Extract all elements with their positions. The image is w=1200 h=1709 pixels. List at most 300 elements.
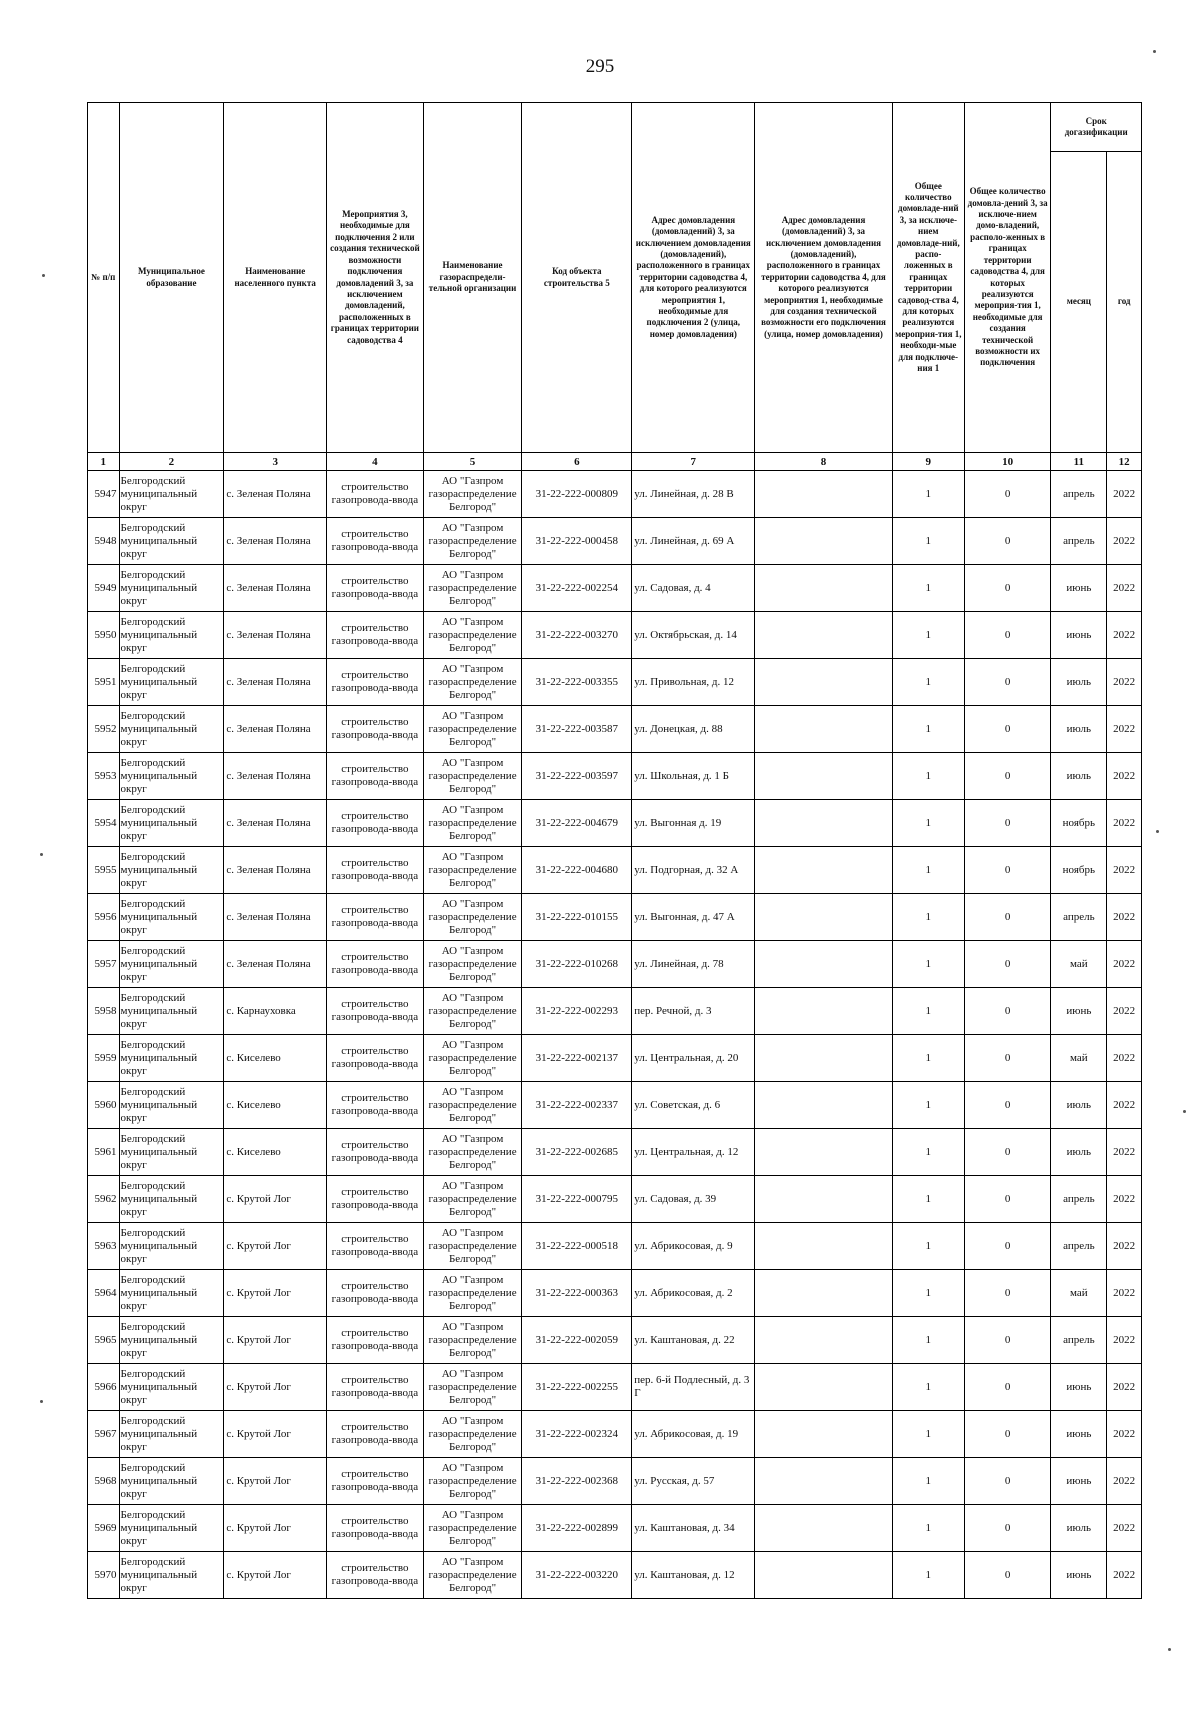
- connection-count-cell: 1: [892, 1458, 964, 1505]
- municipality-cell: Белгородский муниципальный округ: [119, 941, 224, 988]
- year-cell: 2022: [1107, 565, 1142, 612]
- municipality-cell: Белгородский муниципальный округ: [119, 800, 224, 847]
- year-cell: 2022: [1107, 1176, 1142, 1223]
- measure-cell: строительство газопровода-ввода: [327, 1176, 424, 1223]
- month-cell: апрель: [1051, 894, 1107, 941]
- table-body: [88, 471, 1142, 1599]
- connection-count-cell: 1: [892, 1364, 964, 1411]
- object-code-cell: 31-22-222-002059: [522, 1317, 632, 1364]
- measure-cell: строительство газопровода-ввода: [327, 1270, 424, 1317]
- municipality-cell: Белгородский муниципальный округ: [119, 1458, 224, 1505]
- settlement-cell: с. Зеленая Поляна: [224, 565, 327, 612]
- address-cell: ул. Садовая, д. 4: [632, 565, 755, 612]
- year-cell: 2022: [1107, 894, 1142, 941]
- technical-count-cell: 0: [964, 894, 1050, 941]
- object-code-cell: 31-22-222-002368: [522, 1458, 632, 1505]
- year-cell: 2022: [1107, 1317, 1142, 1364]
- organization-cell: АО "Газпром газораспределение Белгород": [423, 659, 522, 706]
- year-cell: 2022: [1107, 1552, 1142, 1599]
- municipality-cell: Белгородский муниципальный округ: [119, 1364, 224, 1411]
- settlement-cell: с. Зеленая Поляна: [224, 941, 327, 988]
- row-number: 5959: [88, 1035, 120, 1082]
- address-cell: ул. Каштановая, д. 34: [632, 1505, 755, 1552]
- settlement-cell: с. Зеленая Поляна: [224, 800, 327, 847]
- technical-count-cell: 0: [964, 518, 1050, 565]
- connection-count-cell: 1: [892, 753, 964, 800]
- object-code-cell: 31-22-222-000518: [522, 1223, 632, 1270]
- scan-speck: [40, 1400, 43, 1403]
- address-cell: ул. Привольная, д. 12: [632, 659, 755, 706]
- month-cell: июль: [1051, 753, 1107, 800]
- column-number: 9: [892, 453, 964, 471]
- measure-cell: строительство газопровода-ввода: [327, 1035, 424, 1082]
- technical-address-cell: [755, 1035, 892, 1082]
- technical-address-cell: [755, 1176, 892, 1223]
- measure-cell: строительство газопровода-ввода: [327, 565, 424, 612]
- technical-address-cell: [755, 1505, 892, 1552]
- organization-cell: АО "Газпром газораспределение Белгород": [423, 753, 522, 800]
- address-cell: ул. Центральная, д. 20: [632, 1035, 755, 1082]
- connection-count-cell: 1: [892, 1317, 964, 1364]
- year-cell: 2022: [1107, 800, 1142, 847]
- technical-count-cell: 0: [964, 1176, 1050, 1223]
- row-number: 5960: [88, 1082, 120, 1129]
- organization-cell: АО "Газпром газораспределение Белгород": [423, 1552, 522, 1599]
- connection-count-cell: 1: [892, 847, 964, 894]
- table-row: [88, 847, 1142, 894]
- address-cell: ул. Садовая, д. 39: [632, 1176, 755, 1223]
- measure-cell: строительство газопровода-ввода: [327, 1505, 424, 1552]
- scan-speck: [1153, 50, 1156, 53]
- municipality-cell: Белгородский муниципальный округ: [119, 565, 224, 612]
- measure-cell: строительство газопровода-ввода: [327, 471, 424, 518]
- address-cell: ул. Русская, д. 57: [632, 1458, 755, 1505]
- column-number: 3: [224, 453, 327, 471]
- month-cell: июль: [1051, 1129, 1107, 1176]
- header-row: [88, 103, 1142, 152]
- table-row: [88, 941, 1142, 988]
- organization-cell: АО "Газпром газораспределение Белгород": [423, 941, 522, 988]
- address-cell: ул. Выгонная д. 19: [632, 800, 755, 847]
- object-code-cell: 31-22-222-010155: [522, 894, 632, 941]
- object-code-cell: 31-22-222-003270: [522, 612, 632, 659]
- technical-count-cell: 0: [964, 659, 1050, 706]
- object-code-cell: 31-22-222-002899: [522, 1505, 632, 1552]
- municipality-cell: Белгородский муниципальный округ: [119, 1411, 224, 1458]
- table-row: [88, 1411, 1142, 1458]
- column-number: 6: [522, 453, 632, 471]
- technical-address-cell: [755, 988, 892, 1035]
- technical-address-cell: [755, 471, 892, 518]
- header-measures: Мероприятия 3, необходимые для подключения 2 или создания технической возможности подключения домовладений 3, за исключением домовладений, расположенных в границах территории садоводства 4: [327, 103, 424, 453]
- connection-count-cell: 1: [892, 1411, 964, 1458]
- technical-count-cell: 0: [964, 988, 1050, 1035]
- year-cell: 2022: [1107, 1035, 1142, 1082]
- header-year: год: [1107, 152, 1142, 453]
- measure-cell: строительство газопровода-ввода: [327, 706, 424, 753]
- settlement-cell: с. Зеленая Поляна: [224, 847, 327, 894]
- month-cell: май: [1051, 1035, 1107, 1082]
- municipality-cell: Белгородский муниципальный округ: [119, 1552, 224, 1599]
- address-cell: ул. Линейная, д. 69 А: [632, 518, 755, 565]
- technical-count-cell: 0: [964, 565, 1050, 612]
- row-number: 5968: [88, 1458, 120, 1505]
- row-number: 5947: [88, 471, 120, 518]
- settlement-cell: с. Крутой Лог: [224, 1317, 327, 1364]
- object-code-cell: 31-22-222-002324: [522, 1411, 632, 1458]
- table-row: [88, 1035, 1142, 1082]
- connection-count-cell: 1: [892, 1035, 964, 1082]
- technical-count-cell: 0: [964, 471, 1050, 518]
- year-cell: 2022: [1107, 471, 1142, 518]
- year-cell: 2022: [1107, 1129, 1142, 1176]
- technical-address-cell: [755, 1270, 892, 1317]
- measure-cell: строительство газопровода-ввода: [327, 1129, 424, 1176]
- settlement-cell: с. Зеленая Поляна: [224, 894, 327, 941]
- organization-cell: АО "Газпром газораспределение Белгород": [423, 1458, 522, 1505]
- technical-address-cell: [755, 1223, 892, 1270]
- organization-cell: АО "Газпром газораспределение Белгород": [423, 1505, 522, 1552]
- column-number: 4: [327, 453, 424, 471]
- technical-count-cell: 0: [964, 1270, 1050, 1317]
- table-row: [88, 1458, 1142, 1505]
- connection-count-cell: 1: [892, 894, 964, 941]
- row-number: 5964: [88, 1270, 120, 1317]
- month-cell: июнь: [1051, 612, 1107, 659]
- table-row: [88, 659, 1142, 706]
- settlement-cell: с. Крутой Лог: [224, 1552, 327, 1599]
- address-cell: ул. Донецкая, д. 88: [632, 706, 755, 753]
- object-code-cell: 31-22-222-003587: [522, 706, 632, 753]
- organization-cell: АО "Газпром газораспределение Белгород": [423, 1223, 522, 1270]
- year-cell: 2022: [1107, 1270, 1142, 1317]
- table-row: [88, 565, 1142, 612]
- column-number: 11: [1051, 453, 1107, 471]
- month-cell: июнь: [1051, 565, 1107, 612]
- table-row: [88, 753, 1142, 800]
- row-number: 5949: [88, 565, 120, 612]
- settlement-cell: с. Крутой Лог: [224, 1223, 327, 1270]
- month-cell: июнь: [1051, 1552, 1107, 1599]
- settlement-cell: с. Зеленая Поляна: [224, 612, 327, 659]
- table-row: [88, 894, 1142, 941]
- column-number: 1: [88, 453, 120, 471]
- technical-address-cell: [755, 1411, 892, 1458]
- settlement-cell: с. Карнауховка: [224, 988, 327, 1035]
- connection-count-cell: 1: [892, 941, 964, 988]
- organization-cell: АО "Газпром газораспределение Белгород": [423, 1082, 522, 1129]
- connection-count-cell: 1: [892, 659, 964, 706]
- technical-count-cell: 0: [964, 1129, 1050, 1176]
- connection-count-cell: 1: [892, 1552, 964, 1599]
- header-object-code: Код объекта строительства 5: [522, 103, 632, 453]
- address-cell: ул. Каштановая, д. 22: [632, 1317, 755, 1364]
- object-code-cell: 31-22-222-002255: [522, 1364, 632, 1411]
- address-cell: ул. Октябрьская, д. 14: [632, 612, 755, 659]
- row-number: 5950: [88, 612, 120, 659]
- organization-cell: АО "Газпром газораспределение Белгород": [423, 1035, 522, 1082]
- measure-cell: строительство газопровода-ввода: [327, 1223, 424, 1270]
- technical-count-cell: 0: [964, 1411, 1050, 1458]
- municipality-cell: Белгородский муниципальный округ: [119, 1082, 224, 1129]
- header-month: месяц: [1051, 152, 1107, 453]
- organization-cell: АО "Газпром газораспределение Белгород": [423, 1129, 522, 1176]
- table-row: [88, 612, 1142, 659]
- address-cell: ул. Советская, д. 6: [632, 1082, 755, 1129]
- month-cell: ноябрь: [1051, 847, 1107, 894]
- row-number: 5954: [88, 800, 120, 847]
- scan-speck: [1183, 1110, 1186, 1113]
- column-number: 8: [755, 453, 892, 471]
- table-row: [88, 1505, 1142, 1552]
- address-cell: ул. Подгорная, д. 32 А: [632, 847, 755, 894]
- header-term: Срок догазификации: [1051, 103, 1142, 152]
- year-cell: 2022: [1107, 706, 1142, 753]
- municipality-cell: Белгородский муниципальный округ: [119, 706, 224, 753]
- connection-count-cell: 1: [892, 706, 964, 753]
- row-number: 5956: [88, 894, 120, 941]
- municipality-cell: Белгородский муниципальный округ: [119, 1035, 224, 1082]
- connection-count-cell: 1: [892, 612, 964, 659]
- organization-cell: АО "Газпром газораспределение Белгород": [423, 894, 522, 941]
- address-cell: ул. Линейная, д. 78: [632, 941, 755, 988]
- row-number: 5963: [88, 1223, 120, 1270]
- year-cell: 2022: [1107, 1505, 1142, 1552]
- row-number: 5953: [88, 753, 120, 800]
- technical-count-cell: 0: [964, 1552, 1050, 1599]
- connection-count-cell: 1: [892, 1223, 964, 1270]
- object-code-cell: 31-22-222-000458: [522, 518, 632, 565]
- technical-address-cell: [755, 847, 892, 894]
- settlement-cell: с. Зеленая Поляна: [224, 753, 327, 800]
- municipality-cell: Белгородский муниципальный округ: [119, 1223, 224, 1270]
- object-code-cell: 31-22-222-002254: [522, 565, 632, 612]
- measure-cell: строительство газопровода-ввода: [327, 894, 424, 941]
- address-cell: ул. Школьная, д. 1 Б: [632, 753, 755, 800]
- table-row: [88, 471, 1142, 518]
- object-code-cell: 31-22-222-000795: [522, 1176, 632, 1223]
- organization-cell: АО "Газпром газораспределение Белгород": [423, 471, 522, 518]
- header-count-technical: Общее количество домовла-дений 3, за исключе-нием домо-владений, располо-женных в границах территории садоводства 4, для которых реализуются мероприя-тия 1, необходимые для создания технической возможности их подключения: [964, 103, 1050, 453]
- address-cell: ул. Абрикосовая, д. 9: [632, 1223, 755, 1270]
- table-row: [88, 1223, 1142, 1270]
- technical-count-cell: 0: [964, 1505, 1050, 1552]
- technical-address-cell: [755, 706, 892, 753]
- technical-address-cell: [755, 1458, 892, 1505]
- column-number: 10: [964, 453, 1050, 471]
- object-code-cell: 31-22-222-003597: [522, 753, 632, 800]
- technical-count-cell: 0: [964, 1082, 1050, 1129]
- connection-count-cell: 1: [892, 1082, 964, 1129]
- connection-count-cell: 1: [892, 518, 964, 565]
- measure-cell: строительство газопровода-ввода: [327, 1317, 424, 1364]
- row-number: 5948: [88, 518, 120, 565]
- connection-count-cell: 1: [892, 1176, 964, 1223]
- column-number: 7: [632, 453, 755, 471]
- table-row: [88, 1317, 1142, 1364]
- month-cell: июль: [1051, 659, 1107, 706]
- object-code-cell: 31-22-222-002337: [522, 1082, 632, 1129]
- month-cell: апрель: [1051, 471, 1107, 518]
- organization-cell: АО "Газпром газораспределение Белгород": [423, 706, 522, 753]
- technical-address-cell: [755, 1552, 892, 1599]
- technical-address-cell: [755, 1082, 892, 1129]
- connection-count-cell: 1: [892, 471, 964, 518]
- organization-cell: АО "Газпром газораспределение Белгород": [423, 800, 522, 847]
- organization-cell: АО "Газпром газораспределение Белгород": [423, 847, 522, 894]
- row-number: 5952: [88, 706, 120, 753]
- object-code-cell: 31-22-222-004679: [522, 800, 632, 847]
- month-cell: июнь: [1051, 1364, 1107, 1411]
- scan-speck: [42, 274, 45, 277]
- year-cell: 2022: [1107, 988, 1142, 1035]
- table-row: [88, 706, 1142, 753]
- settlement-cell: с. Крутой Лог: [224, 1270, 327, 1317]
- table-row: [88, 1552, 1142, 1599]
- month-cell: июнь: [1051, 1411, 1107, 1458]
- measure-cell: строительство газопровода-ввода: [327, 800, 424, 847]
- settlement-cell: с. Зеленая Поляна: [224, 659, 327, 706]
- technical-count-cell: 0: [964, 1035, 1050, 1082]
- year-cell: 2022: [1107, 1082, 1142, 1129]
- column-number: 2: [119, 453, 224, 471]
- municipality-cell: Белгородский муниципальный округ: [119, 518, 224, 565]
- address-cell: пер. 6-й Подлесный, д. 3 Г: [632, 1364, 755, 1411]
- scan-speck: [1168, 1648, 1171, 1651]
- table-row: [88, 1129, 1142, 1176]
- measure-cell: строительство газопровода-ввода: [327, 1458, 424, 1505]
- row-number: 5966: [88, 1364, 120, 1411]
- settlement-cell: с. Крутой Лог: [224, 1176, 327, 1223]
- address-cell: ул. Выгонная, д. 47 А: [632, 894, 755, 941]
- technical-count-cell: 0: [964, 612, 1050, 659]
- year-cell: 2022: [1107, 941, 1142, 988]
- column-number-row: [88, 453, 1142, 471]
- municipality-cell: Белгородский муниципальный округ: [119, 988, 224, 1035]
- row-number: 5951: [88, 659, 120, 706]
- object-code-cell: 31-22-222-010268: [522, 941, 632, 988]
- table-row: [88, 1364, 1142, 1411]
- connection-count-cell: 1: [892, 988, 964, 1035]
- table-row: [88, 518, 1142, 565]
- object-code-cell: 31-22-222-002293: [522, 988, 632, 1035]
- table-row: [88, 1082, 1142, 1129]
- settlement-cell: с. Зеленая Поляна: [224, 518, 327, 565]
- technical-address-cell: [755, 894, 892, 941]
- year-cell: 2022: [1107, 659, 1142, 706]
- row-number: 5967: [88, 1411, 120, 1458]
- technical-address-cell: [755, 565, 892, 612]
- page-number: 295: [585, 56, 615, 77]
- organization-cell: АО "Газпром газораспределение Белгород": [423, 1176, 522, 1223]
- settlement-cell: с. Зеленая Поляна: [224, 706, 327, 753]
- connection-count-cell: 1: [892, 565, 964, 612]
- settlement-cell: с. Крутой Лог: [224, 1411, 327, 1458]
- row-number: 5970: [88, 1552, 120, 1599]
- technical-count-cell: 0: [964, 706, 1050, 753]
- row-number: 5961: [88, 1129, 120, 1176]
- object-code-cell: 31-22-222-000363: [522, 1270, 632, 1317]
- technical-address-cell: [755, 753, 892, 800]
- object-code-cell: 31-22-222-003220: [522, 1552, 632, 1599]
- measure-cell: строительство газопровода-ввода: [327, 988, 424, 1035]
- month-cell: май: [1051, 941, 1107, 988]
- gasification-table: [87, 102, 1142, 1599]
- municipality-cell: Белгородский муниципальный округ: [119, 753, 224, 800]
- technical-count-cell: 0: [964, 941, 1050, 988]
- header-organization: Наименование газораспредели-тельной организации: [423, 103, 522, 453]
- municipality-cell: Белгородский муниципальный округ: [119, 1317, 224, 1364]
- municipality-cell: Белгородский муниципальный округ: [119, 1270, 224, 1317]
- address-cell: ул. Каштановая, д. 12: [632, 1552, 755, 1599]
- connection-count-cell: 1: [892, 1270, 964, 1317]
- month-cell: июль: [1051, 706, 1107, 753]
- settlement-cell: с. Крутой Лог: [224, 1364, 327, 1411]
- settlement-cell: с. Крутой Лог: [224, 1505, 327, 1552]
- connection-count-cell: 1: [892, 1129, 964, 1176]
- address-cell: пер. Речной, д. 3: [632, 988, 755, 1035]
- settlement-cell: с. Крутой Лог: [224, 1458, 327, 1505]
- month-cell: апрель: [1051, 1223, 1107, 1270]
- month-cell: июль: [1051, 1082, 1107, 1129]
- connection-count-cell: 1: [892, 800, 964, 847]
- month-cell: апрель: [1051, 518, 1107, 565]
- measure-cell: строительство газопровода-ввода: [327, 847, 424, 894]
- year-cell: 2022: [1107, 1411, 1142, 1458]
- organization-cell: АО "Газпром газораспределение Белгород": [423, 1270, 522, 1317]
- address-cell: ул. Линейная, д. 28 В: [632, 471, 755, 518]
- month-cell: апрель: [1051, 1317, 1107, 1364]
- organization-cell: АО "Газпром газораспределение Белгород": [423, 612, 522, 659]
- month-cell: апрель: [1051, 1176, 1107, 1223]
- year-cell: 2022: [1107, 518, 1142, 565]
- header-address-technical: Адрес домовладения (домовладений) 3, за исключением домовладения (домовладений), расположенного в границах территории садоводства 4, для которого реализуются мероприятия 1, необходимые для создания технической возможности его подключения (улица, номер домовладения): [755, 103, 892, 453]
- organization-cell: АО "Газпром газораспределение Белгород": [423, 1317, 522, 1364]
- object-code-cell: 31-22-222-002685: [522, 1129, 632, 1176]
- technical-address-cell: [755, 1129, 892, 1176]
- table-row: [88, 1270, 1142, 1317]
- address-cell: ул. Центральная, д. 12: [632, 1129, 755, 1176]
- technical-address-cell: [755, 518, 892, 565]
- municipality-cell: Белгородский муниципальный округ: [119, 894, 224, 941]
- technical-address-cell: [755, 800, 892, 847]
- table-row: [88, 1176, 1142, 1223]
- year-cell: 2022: [1107, 1458, 1142, 1505]
- organization-cell: АО "Газпром газораспределение Белгород": [423, 988, 522, 1035]
- municipality-cell: Белгородский муниципальный округ: [119, 1176, 224, 1223]
- technical-address-cell: [755, 612, 892, 659]
- measure-cell: строительство газопровода-ввода: [327, 518, 424, 565]
- organization-cell: АО "Газпром газораспределение Белгород": [423, 565, 522, 612]
- row-number: 5955: [88, 847, 120, 894]
- organization-cell: АО "Газпром газораспределение Белгород": [423, 1411, 522, 1458]
- municipality-cell: Белгородский муниципальный округ: [119, 471, 224, 518]
- row-number: 5957: [88, 941, 120, 988]
- year-cell: 2022: [1107, 1223, 1142, 1270]
- month-cell: ноябрь: [1051, 800, 1107, 847]
- scan-speck: [40, 853, 43, 856]
- table-row: [88, 988, 1142, 1035]
- organization-cell: АО "Газпром газораспределение Белгород": [423, 1364, 522, 1411]
- month-cell: май: [1051, 1270, 1107, 1317]
- address-cell: ул. Абрикосовая, д. 19: [632, 1411, 755, 1458]
- header-settlement: Наименование населенного пункта: [224, 103, 327, 453]
- measure-cell: строительство газопровода-ввода: [327, 1411, 424, 1458]
- month-cell: июнь: [1051, 1458, 1107, 1505]
- municipality-cell: Белгородский муниципальный округ: [119, 1505, 224, 1552]
- object-code-cell: 31-22-222-002137: [522, 1035, 632, 1082]
- measure-cell: строительство газопровода-ввода: [327, 659, 424, 706]
